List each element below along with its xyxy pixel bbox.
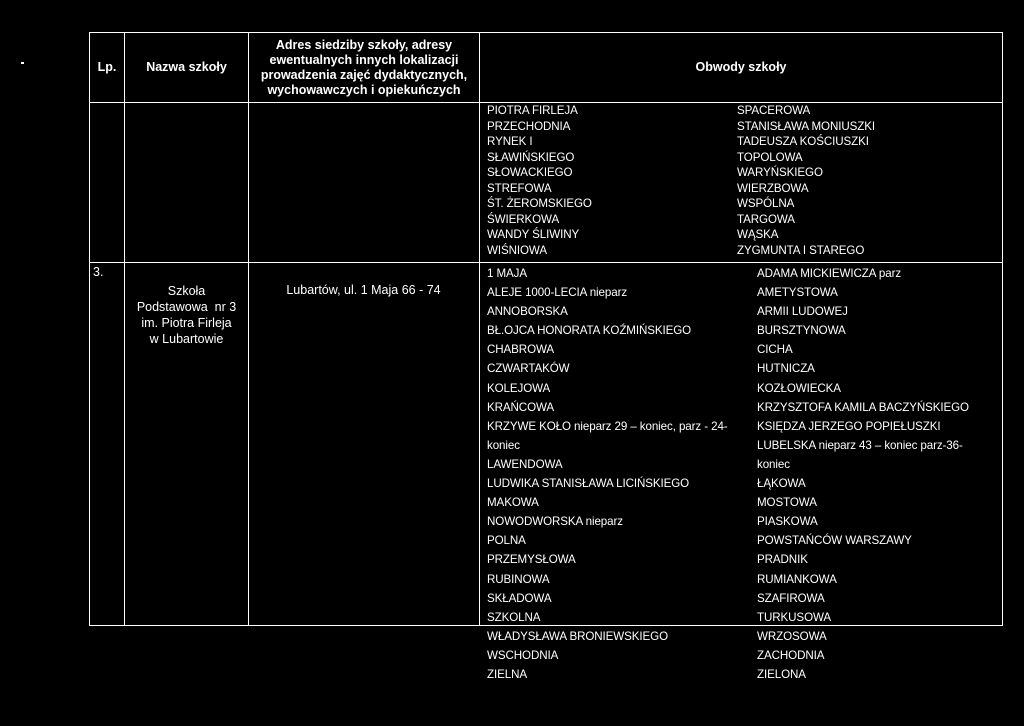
street-name: ZIELONA bbox=[757, 667, 806, 681]
street-name: WĄSKA bbox=[737, 228, 779, 241]
street-name: ALEJE 1000-LECIA nieparz bbox=[487, 286, 628, 300]
street-name: CHABROWA bbox=[487, 343, 555, 357]
street-name: PRADNIK bbox=[757, 553, 808, 567]
col-divider-nazwa bbox=[248, 32, 249, 626]
street-name: LUBELSKA nieparz 43 – koniec parz-36- bbox=[757, 438, 963, 452]
street-name: KOLEJOWA bbox=[487, 381, 551, 395]
street-name: SZAFIROWA bbox=[757, 591, 825, 605]
street-name: BŁ.OJCA HONORATA KOŹMIŃSKIEGO bbox=[487, 324, 692, 338]
street-name: ZACHODNIA bbox=[757, 648, 825, 662]
street-name: MAKOWA bbox=[487, 496, 539, 510]
street-name: KRZYWE KOŁO nieparz 29 – koniec, parz - 24- bbox=[487, 419, 728, 433]
street-name: ZYGMUNTA I STAREGO bbox=[737, 243, 865, 257]
row3-left-streets bbox=[487, 264, 728, 684]
col-divider-adres bbox=[479, 32, 480, 626]
street-name: WIŚNIOWA bbox=[487, 243, 547, 257]
prev-row-left-streets bbox=[487, 103, 592, 258]
street-name: PIOTRA FIRLEJA bbox=[487, 104, 578, 117]
street-name: WANDY ŚLIWINY bbox=[487, 228, 580, 241]
school-name-line: im. Piotra Firleja bbox=[141, 316, 232, 330]
street-name: CICHA bbox=[757, 343, 793, 357]
street-name: WIERZBOWA bbox=[737, 181, 809, 195]
street-name: STREFOWA bbox=[487, 181, 552, 195]
street-name: RUBINOWA bbox=[487, 572, 550, 586]
street-name: TADEUSZA KOŚCIUSZKI bbox=[737, 135, 869, 148]
street-name: SŁOWACKIEGO bbox=[487, 166, 573, 179]
street-name: PRZEMYSŁOWA bbox=[487, 553, 576, 567]
table-left-border bbox=[89, 32, 90, 626]
school-name-line: w Lubartowie bbox=[149, 332, 224, 346]
street-name: ARMII LUDOWEJ bbox=[757, 305, 848, 319]
street-name: NOWODWORSKA nieparz bbox=[487, 515, 623, 529]
header-lp: Lp. bbox=[97, 60, 117, 74]
street-name: ANNOBORSKA bbox=[487, 305, 568, 319]
table-right-border bbox=[1002, 32, 1003, 626]
prev-row-right-streets bbox=[737, 103, 875, 258]
street-name: LUDWIKA STANISŁAWA LICIŃSKIEGO bbox=[487, 477, 690, 491]
street-name: WSPÓLNA bbox=[737, 197, 795, 210]
row3-right-streets bbox=[757, 264, 969, 684]
row-divider bbox=[89, 262, 1003, 263]
street-name: POWSTAŃCÓW WARSZAWY bbox=[757, 534, 912, 548]
street-name: koniec bbox=[757, 457, 790, 471]
street-name: TARGOWA bbox=[737, 212, 795, 226]
street-name: SZKOLNA bbox=[487, 610, 541, 624]
street-name: STANISŁAWA MONIUSZKI bbox=[737, 119, 876, 133]
street-name: TOPOLOWA bbox=[737, 150, 803, 164]
street-name: KRAŃCOWA bbox=[487, 400, 555, 414]
street-name: ZIELNA bbox=[487, 667, 527, 681]
street-name: LAWENDOWA bbox=[487, 457, 563, 471]
school-name bbox=[125, 283, 248, 347]
header-nazwa: Nazwa szkoły bbox=[146, 60, 227, 74]
street-name: ŁĄKOWA bbox=[757, 477, 806, 491]
street-name: SŁAWIŃSKIEGO bbox=[487, 150, 575, 164]
street-name: PIASKOWA bbox=[757, 515, 818, 529]
street-name: ŚWIERKOWA bbox=[487, 212, 560, 226]
street-name: WARYŃSKIEGO bbox=[737, 166, 823, 179]
street-name: TURKUSOWA bbox=[757, 610, 832, 624]
street-name: CZWARTAKÓW bbox=[487, 362, 570, 376]
header-adres: Adres siedziby szkoły, adresy ewentualnych innych lokalizacji prowadzenia zajęć dydaktycznych, wychowawczych i opiekuńczych bbox=[260, 37, 468, 97]
street-name: KRZYSZTOFA KAMILA BACZYŃSKIEGO bbox=[757, 400, 969, 414]
street-name: ADAMA MICKIEWICZA parz bbox=[757, 267, 902, 280]
scan-speck bbox=[21, 62, 24, 64]
row-number: 3. bbox=[93, 265, 104, 279]
street-name: MOSTOWA bbox=[757, 496, 817, 510]
street-name: HUTNICZA bbox=[757, 362, 815, 376]
street-name: PRZECHODNIA bbox=[487, 119, 571, 133]
street-name: WSCHODNIA bbox=[487, 648, 559, 662]
street-name: ŚT. ŻEROMSKIEGO bbox=[487, 197, 592, 210]
school-name-line: Podstawowa nr 3 bbox=[136, 300, 237, 314]
school-address: Lubartów, ul. 1 Maja 66 - 74 bbox=[286, 283, 441, 297]
street-name: KOZŁOWIECKA bbox=[757, 381, 841, 395]
header-obwody: Obwody szkoły bbox=[695, 60, 787, 74]
street-name: AMETYSTOWA bbox=[757, 286, 838, 300]
street-name: BURSZTYNOWA bbox=[757, 324, 846, 338]
street-name: RYNEK I bbox=[487, 135, 533, 148]
street-name: WŁADYSŁAWA BRONIEWSKIEGO bbox=[487, 629, 668, 643]
street-name: KSIĘDZA JERZEGO POPIEŁUSZKI bbox=[757, 419, 941, 433]
street-name: 1 MAJA bbox=[487, 267, 527, 280]
street-name: koniec bbox=[487, 438, 520, 452]
street-name: SKŁADOWA bbox=[487, 591, 552, 605]
street-name: WRZOSOWA bbox=[757, 629, 827, 643]
street-name: POLNA bbox=[487, 534, 526, 548]
street-name: SPACEROWA bbox=[737, 104, 811, 117]
street-name: RUMIANKOWA bbox=[757, 572, 837, 586]
school-name-line: Szkoła bbox=[167, 284, 206, 298]
